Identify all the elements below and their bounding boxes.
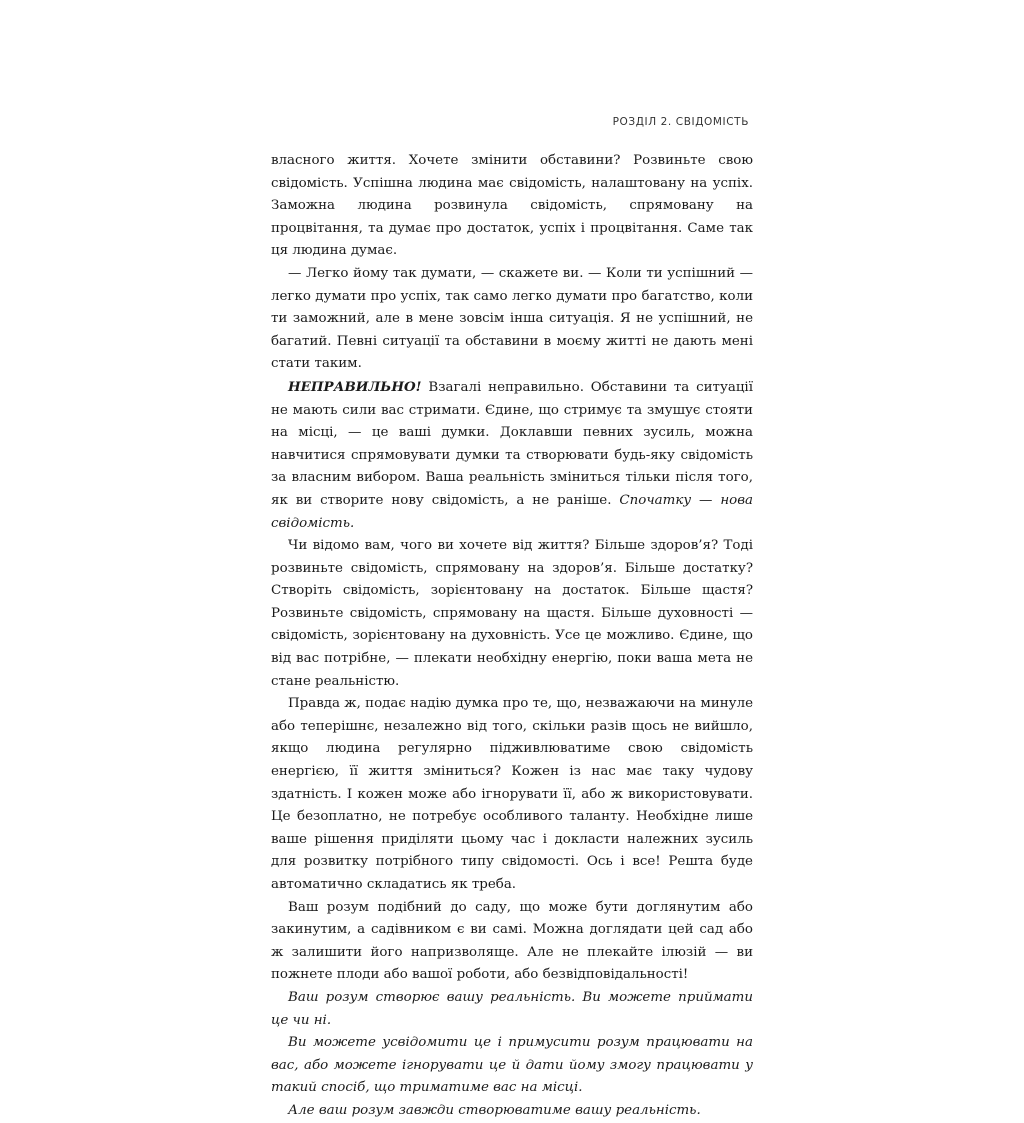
emphasis-wrong: НЕПРАВИЛЬНО! [288,378,422,395]
paragraph-7: Ваш розум створює вашу реальність. Ви можете приймати це чи ні. [271,989,753,1028]
paragraph-8: Ви можете усвідомити це і примусити розум працювати на вас, або можете ігнорувати це й дати йому змогу працювати у такий спосіб, що триматиме вас на місці. [271,1035,753,1096]
paragraph-3 [271,376,753,535]
paragraph-6: Ваш розум подібний до саду, що може бути доглянутим або закинутим, а садівником є ви самі. Можна доглядати цей сад або ж залишити його напризволяще. Але не плекайте ілюзій — ви пожнете плоди або вашої роботи, або безвідповідальності! [271,899,753,983]
paragraph-4: Чи відомо вам, чого ви хочете від життя? Більше здоров’я? Тоді розвиньте свідомість, спрямовану на здоров’я. Більше достатку? Створіть свідомість, зорієнтовану на достаток. Більше щастя? Розвиньте свідомість, спрямовану на щастя. Більше духовності — свідомість, зорієнтовану на духовність. Усе це можливо. Єдине, що від вас потрібне, — плекати необхідну енергію, поки ваша мета не стане реальністю. [271,538,753,689]
running-header: РОЗДІЛ 2. СВІДОМІСТЬ [612,116,749,128]
paragraph-2: — Легко йому так думати, — скажете ви. — Коли ти успішний — легко думати про успіх, так само легко думати про багатство, коли ти заможний, але в мене зовсім інша ситуація. Я не успішний, не багатий. Певні ситуації та обставини в моєму житті не дають мені стати таким. [271,265,753,372]
paragraph-3-text: Взагалі неправильно. Обставини та ситуації не мають сили вас стримати. Єдине, що стримує та змушує стояти на місці, — це ваші думки. Доклавши певних зусиль, можна навчитися спрямовувати думки та створювати будь-яку свідомість за власним вибором. Ваша реальність зміниться тільки після того, як ви створите нову свідомість, а не раніше. [271,379,753,508]
paragraph-9: Але ваш розум завжди створюватиме вашу реальність. [288,1102,701,1118]
body-text [271,150,753,1123]
paragraph-5: Правда ж, подає надію думка про те, що, незважаючи на минуле або теперішнє, незалежно від того, скільки разів щось не вийшло, якщо людина регулярно підживлюватиме свою свідомість енергією, її життя зміниться? Кожен із нас має таку чудову здатність. І кожен може або ігнорувати її, або ж використовувати. Це безоплатно, не потребує особливого таланту. Необхідне лише ваше рішення приділяти цьому час і докласти належних зусиль для розвитку потрібного типу свідомості. Ось і все! Решта буде автоматично складатись як треба. [271,696,753,892]
paragraph-1: власного життя. Хочете змінити обставини? Розвиньте свою свідомість. Успішна людина має свідомість, налаштовану на успіх. Заможна людина розвинула свідомість, спрямовану на процвітання, та думає про достаток, успіх і процвітання. Саме так ця людина думає. [271,153,753,259]
paragraph-3-italic-tail: Спочатку — нова свідомість. [271,492,753,531]
